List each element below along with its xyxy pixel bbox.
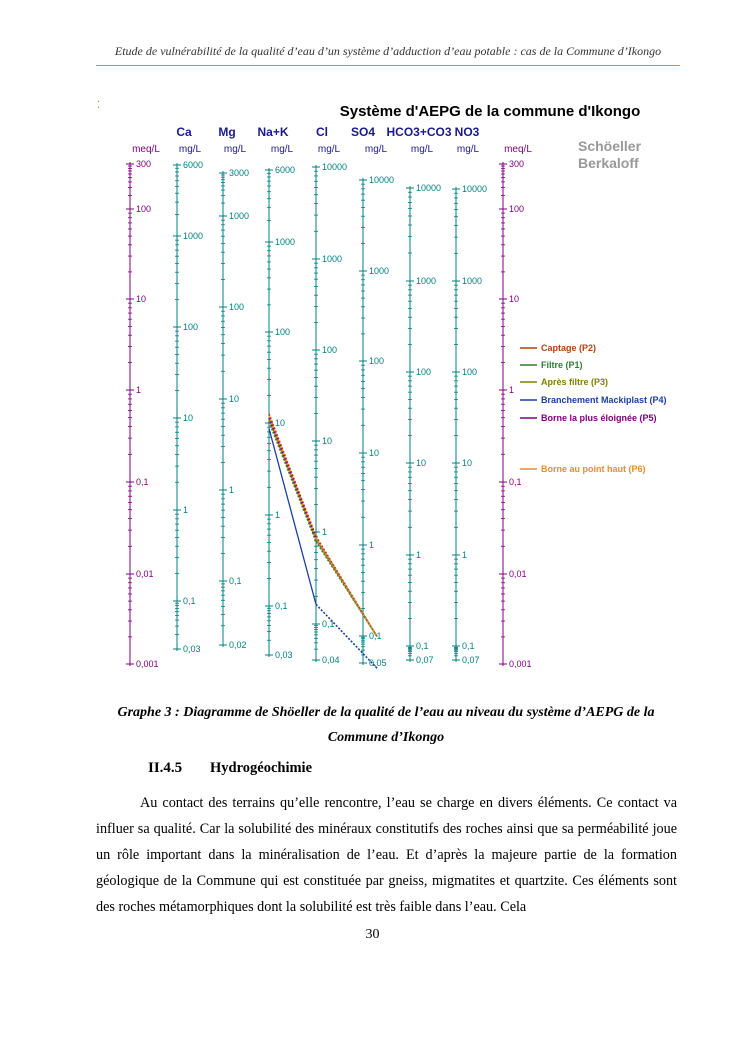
legend-label: Après filtre (P3) bbox=[541, 377, 609, 387]
axis-tick-label: 1 bbox=[509, 385, 515, 395]
unit-label: mg/L bbox=[223, 144, 247, 155]
axis-tick-label: 0,03 bbox=[183, 644, 201, 654]
axis-tick-label: 1 bbox=[183, 505, 189, 515]
page-number: 30 bbox=[365, 927, 380, 942]
axis-tick-label: 6000 bbox=[275, 165, 296, 175]
axis-tick-label: 0,03 bbox=[275, 650, 293, 660]
legend-label: Borne la plus éloignée (P5) bbox=[541, 413, 657, 423]
axis-tick-label: 1000 bbox=[416, 276, 437, 286]
species-label: SO4 bbox=[350, 125, 376, 139]
axis-tick-label: 10 bbox=[136, 294, 147, 304]
species-label: Cl bbox=[316, 125, 328, 139]
axis-tick-label: 10 bbox=[183, 413, 194, 423]
axis-tick-label: 1000 bbox=[462, 276, 483, 286]
legend-label: Captage (P2) bbox=[541, 343, 597, 353]
axis-tick-label: 0,04 bbox=[322, 655, 340, 665]
axis-tick-label: 1000 bbox=[322, 254, 343, 264]
axis-tick-label: 100 bbox=[369, 356, 385, 366]
axis-tick-label: 0,001 bbox=[509, 659, 532, 669]
unit-label: mg/L bbox=[456, 144, 480, 155]
axis-tick-label: 0,1 bbox=[322, 619, 335, 629]
body-paragraph: Au contact des terrains qu’elle rencontre, l’eau se charge en divers éléments. Ce contact va influer sa qualité. Car la solubilité des minéraux constitutifs des roches ainsi que sa perméabilité joue un rôle important dans la minéralisation de l’eau. Et d’après la majeure partie de la formation géologique de la Commune qui est constituée par gneiss, migmatites et quartzite. Ces éléments sont des roches métamorphiques dont la solubilité est très faible dans l’eau. Cela bbox=[96, 795, 677, 915]
axis-tick-label: 0,1 bbox=[509, 477, 522, 487]
unit-label: mg/L bbox=[178, 144, 202, 155]
unit-label: mg/L bbox=[364, 144, 388, 155]
axis-tick-label: 1 bbox=[416, 550, 422, 560]
axis-tick-label: 6000 bbox=[183, 160, 204, 170]
axis-tick-label: 100 bbox=[229, 302, 245, 312]
body-text bbox=[96, 790, 677, 920]
species-label: Ca bbox=[176, 125, 192, 139]
axis-tick-label: 0,01 bbox=[509, 569, 527, 579]
species-label: Mg bbox=[218, 125, 236, 139]
unit-label: meq/L bbox=[504, 144, 532, 155]
axis-tick-label: 100 bbox=[322, 345, 338, 355]
axis-tick-label: 300 bbox=[136, 159, 152, 169]
axis-tick-label: 0,02 bbox=[229, 640, 247, 650]
axis-tick-label: 10 bbox=[416, 458, 427, 468]
axis-tick-label: 1000 bbox=[275, 237, 296, 247]
section-title: Hydrogéochimie bbox=[210, 760, 313, 776]
figure-caption bbox=[90, 700, 682, 750]
axis-tick-label: 100 bbox=[416, 367, 432, 377]
axis-tick-label: 100 bbox=[136, 204, 152, 214]
legend-label: Filtre (P1) bbox=[541, 360, 583, 370]
axis-tick-label: 0,05 bbox=[369, 658, 387, 668]
axis-tick-label: 0,01 bbox=[136, 569, 154, 579]
species-label: NO3 bbox=[454, 125, 480, 139]
corner-mark: ⁚ bbox=[97, 100, 101, 111]
axis-tick-label: 0,1 bbox=[462, 641, 475, 651]
unit-label: mg/L bbox=[410, 144, 434, 155]
method-label-berkaloff: Berkaloff bbox=[578, 155, 639, 171]
axis-tick-label: 1000 bbox=[183, 231, 204, 241]
axis-tick-label: 10 bbox=[509, 294, 520, 304]
axis-tick-label: 1000 bbox=[369, 266, 390, 276]
axis-tick-label: 0,07 bbox=[416, 655, 434, 665]
legend-label: Borne au point haut (P6) bbox=[541, 464, 646, 474]
species-label: HCO3+CO3 bbox=[386, 125, 452, 139]
axis-tick-label: 100 bbox=[275, 327, 291, 337]
axis-tick-label: 0,1 bbox=[136, 477, 149, 487]
axis-tick-label: 3000 bbox=[229, 168, 250, 178]
axis-tick-label: 10 bbox=[275, 418, 286, 428]
axis-tick-label: 10000 bbox=[369, 175, 395, 185]
unit-label: meq/L bbox=[132, 144, 160, 155]
axis-tick-label: 0,1 bbox=[416, 641, 429, 651]
axis-tick-label: 1 bbox=[136, 385, 142, 395]
axis-tick-label: 0,1 bbox=[369, 631, 382, 641]
axis-tick-label: 10000 bbox=[462, 184, 488, 194]
axis-tick-label: 10 bbox=[229, 394, 240, 404]
axis-tick-label: 10000 bbox=[416, 183, 442, 193]
axis-tick-label: 1 bbox=[462, 550, 468, 560]
caption-line-2: Commune d’Ikongo bbox=[327, 730, 445, 745]
section-number: II.4.5 bbox=[148, 760, 183, 776]
axis-tick-label: 1 bbox=[322, 527, 328, 537]
species-label: Na+K bbox=[257, 125, 289, 139]
axis-tick-label: 0,1 bbox=[183, 596, 196, 606]
axis-tick-label: 1000 bbox=[229, 211, 250, 221]
unit-label: mg/L bbox=[317, 144, 341, 155]
axis-tick-label: 10 bbox=[322, 436, 333, 446]
running-header: Etude de vulnérabilité de la qualité d’eau d’un système d’adduction d’eau potable : cas de la Commune d’Ikongo bbox=[114, 44, 662, 58]
chart-title: Système d'AEPG de la commune d'Ikongo bbox=[339, 103, 641, 120]
axis-tick-label: 0,1 bbox=[229, 576, 242, 586]
axis-tick-label: 100 bbox=[509, 204, 525, 214]
axis-tick-label: 10 bbox=[369, 448, 380, 458]
axis-tick-label: 100 bbox=[183, 322, 199, 332]
axis-tick-label: 0,1 bbox=[275, 601, 288, 611]
axis-tick-label: 10 bbox=[462, 458, 473, 468]
caption-line-1: Graphe 3 : Diagramme de Shöeller de la qualité de l’eau au niveau du système d’AEPG de la bbox=[117, 705, 655, 720]
method-label-schoeller: Schöeller bbox=[578, 138, 642, 154]
axis-tick-label: 0,07 bbox=[462, 655, 480, 665]
axis-tick-label: 0,001 bbox=[136, 659, 159, 669]
axis-tick-label: 100 bbox=[462, 367, 478, 377]
unit-label: mg/L bbox=[270, 144, 294, 155]
axis-tick-label: 1 bbox=[275, 510, 281, 520]
axis-tick-label: 10000 bbox=[322, 162, 348, 172]
axis-tick-label: 1 bbox=[369, 540, 375, 550]
axis-tick-label: 300 bbox=[509, 159, 525, 169]
legend-label: Branchement Mackiplast (P4) bbox=[541, 395, 667, 405]
axis-tick-label: 1 bbox=[229, 485, 235, 495]
